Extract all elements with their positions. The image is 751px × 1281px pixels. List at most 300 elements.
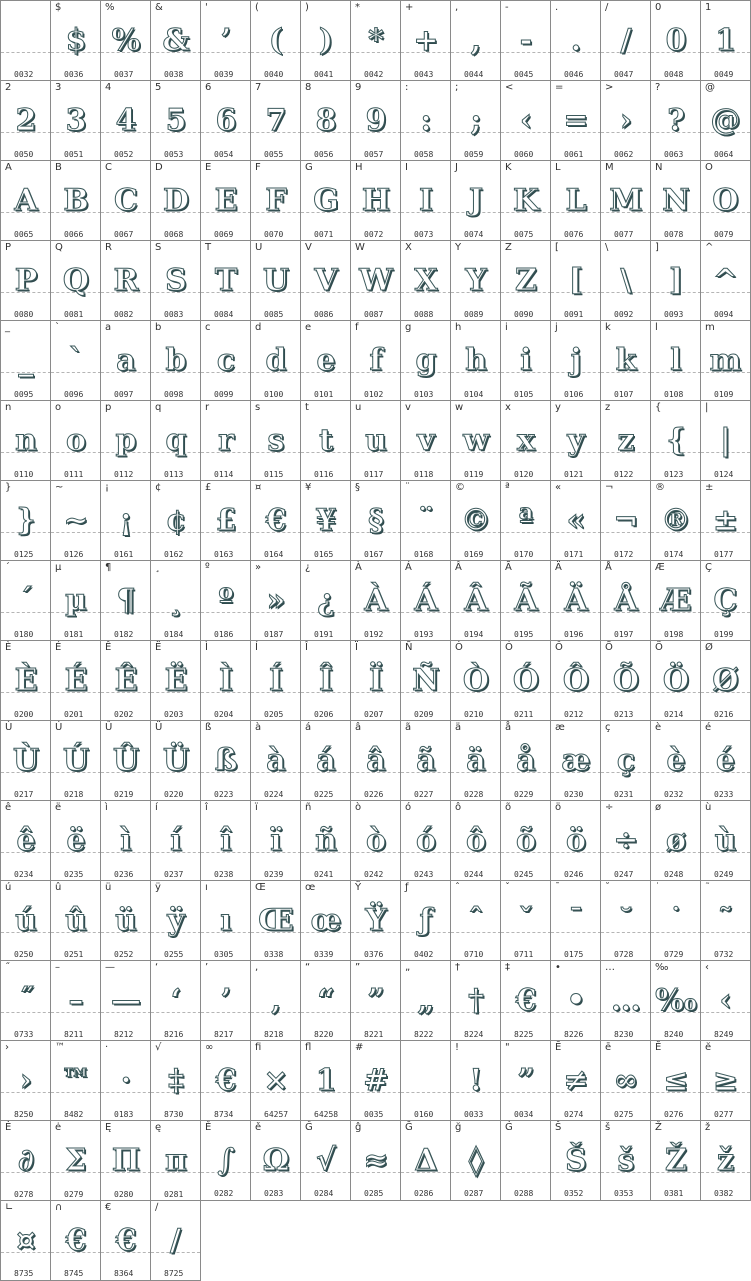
glyph-sample: Ü <box>162 743 190 778</box>
glyph-sample: ß <box>214 743 238 778</box>
glyph-cell[interactable] <box>550 960 601 1041</box>
glyph-code: 0044 <box>464 70 484 79</box>
glyph-cell[interactable] <box>500 880 551 961</box>
glyph-cell[interactable] <box>250 480 301 561</box>
glyph-sample: ¬ <box>613 503 639 538</box>
glyph-code: 0247 <box>614 870 634 879</box>
glyph-cell[interactable] <box>300 880 351 961</box>
glyph-char-label: ! <box>455 1042 460 1053</box>
glyph-sample: Å <box>614 583 638 618</box>
glyph-cell[interactable] <box>700 160 751 241</box>
glyph-cell[interactable] <box>200 80 251 161</box>
glyph-cell[interactable] <box>650 1120 701 1201</box>
glyph-char-label: z <box>605 402 611 413</box>
glyph-cell[interactable] <box>500 1040 551 1121</box>
glyph-cell[interactable] <box>300 320 351 401</box>
glyph-cell[interactable] <box>100 80 151 161</box>
glyph-sample: ˆ <box>468 903 484 938</box>
glyph-cell[interactable] <box>100 240 151 321</box>
glyph-cell[interactable] <box>300 400 351 481</box>
glyph-cell[interactable] <box>550 880 601 961</box>
glyph-code: 0381 <box>664 1189 684 1198</box>
glyph-cell[interactable] <box>500 640 551 721</box>
glyph-cell[interactable] <box>450 800 501 881</box>
glyph-sample: _ <box>18 343 34 378</box>
glyph-cell[interactable] <box>350 1120 401 1201</box>
glyph-cell[interactable] <box>650 640 701 721</box>
glyph-cell[interactable] <box>550 320 601 401</box>
glyph-cell[interactable] <box>100 1120 151 1201</box>
glyph-cell[interactable] <box>450 1040 501 1121</box>
glyph-cell[interactable] <box>150 1200 201 1281</box>
glyph-cell[interactable] <box>250 80 301 161</box>
glyph-cell[interactable] <box>650 880 701 961</box>
glyph-cell[interactable] <box>150 80 201 161</box>
glyph-cell[interactable] <box>200 1040 251 1121</box>
glyph-code: 0241 <box>314 870 334 879</box>
glyph-cell[interactable] <box>500 720 551 801</box>
glyph-cell[interactable] <box>300 960 351 1041</box>
glyph-code: 0225 <box>314 790 334 799</box>
glyph-cell[interactable] <box>500 800 551 881</box>
glyph-cell[interactable] <box>600 400 651 481</box>
glyph-cell[interactable] <box>0 480 51 561</box>
glyph-cell[interactable] <box>150 560 201 641</box>
glyph-code: 0227 <box>414 790 434 799</box>
glyph-sample: ‹ <box>520 103 532 138</box>
glyph-cell[interactable] <box>250 800 301 881</box>
glyph-cell[interactable] <box>550 720 601 801</box>
glyph-cell[interactable] <box>200 880 251 961</box>
glyph-code: 8212 <box>114 1030 134 1039</box>
glyph-cell[interactable] <box>150 960 201 1041</box>
glyph-cell[interactable] <box>300 640 351 721</box>
glyph-cell[interactable] <box>450 80 501 161</box>
glyph-cell[interactable] <box>0 0 51 81</box>
glyph-cell[interactable] <box>500 0 551 81</box>
glyph-cell[interactable] <box>600 720 651 801</box>
glyph-sample: ˜ <box>718 903 733 938</box>
glyph-char-label: Ô <box>555 642 563 653</box>
glyph-cell[interactable] <box>550 160 601 241</box>
glyph-cell[interactable] <box>150 1120 201 1201</box>
glyph-cell[interactable] <box>150 1040 201 1121</box>
glyph-cell[interactable] <box>0 1040 51 1121</box>
glyph-cell[interactable] <box>550 480 601 561</box>
glyph-sample: 0 <box>665 23 687 58</box>
glyph-code: 8734 <box>214 1110 234 1119</box>
glyph-cell[interactable] <box>0 880 51 961</box>
glyph-cell[interactable] <box>350 400 401 481</box>
glyph-cell[interactable] <box>350 320 401 401</box>
glyph-sample: ˘ <box>618 903 634 938</box>
glyph-cell[interactable] <box>50 1200 101 1281</box>
glyph-cell[interactable] <box>350 960 401 1041</box>
glyph-code: 0062 <box>614 150 634 159</box>
glyph-cell[interactable] <box>700 240 751 321</box>
glyph-cell[interactable] <box>150 720 201 801</box>
glyph-sample: 4 <box>115 103 137 138</box>
glyph-cell[interactable] <box>700 640 751 721</box>
glyph-cell[interactable] <box>550 240 601 321</box>
glyph-cell[interactable] <box>650 0 701 81</box>
glyph-cell[interactable] <box>250 640 301 721</box>
glyph-cell[interactable] <box>500 1120 551 1201</box>
glyph-cell[interactable] <box>100 560 151 641</box>
glyph-code: 0111 <box>64 470 84 479</box>
glyph-cell[interactable] <box>700 800 751 881</box>
glyph-cell[interactable] <box>350 880 401 961</box>
glyph-cell[interactable] <box>700 960 751 1041</box>
glyph-cell[interactable] <box>250 720 301 801</box>
glyph-cell[interactable] <box>450 1120 501 1201</box>
glyph-sample: º <box>218 583 234 618</box>
glyph-char-label: · <box>105 1042 109 1053</box>
glyph-cell[interactable] <box>200 0 251 81</box>
glyph-cell[interactable] <box>700 880 751 961</box>
glyph-char-label: o <box>55 402 62 413</box>
glyph-cell[interactable] <box>150 160 201 241</box>
glyph-cell[interactable] <box>700 720 751 801</box>
glyph-cell[interactable] <box>250 560 301 641</box>
glyph-cell[interactable] <box>250 400 301 481</box>
glyph-sample: ’ <box>220 23 232 58</box>
glyph-cell[interactable] <box>0 560 51 641</box>
glyph-cell[interactable] <box>400 240 451 321</box>
glyph-cell[interactable] <box>400 0 451 81</box>
glyph-cell[interactable] <box>400 80 451 161</box>
glyph-cell[interactable] <box>350 560 401 641</box>
glyph-cell[interactable] <box>50 880 101 961</box>
glyph-cell[interactable] <box>300 720 351 801</box>
glyph-cell[interactable] <box>50 0 101 81</box>
glyph-cell[interactable] <box>400 1120 451 1201</box>
glyph-char-label: { <box>655 402 662 413</box>
glyph-cell[interactable] <box>150 0 201 81</box>
glyph-cell[interactable] <box>250 320 301 401</box>
glyph-cell[interactable] <box>450 160 501 241</box>
glyph-cell[interactable] <box>650 560 701 641</box>
glyph-cell[interactable] <box>200 320 251 401</box>
glyph-cell[interactable] <box>100 720 151 801</box>
glyph-cell[interactable] <box>500 80 551 161</box>
glyph-cell[interactable] <box>400 400 451 481</box>
glyph-cell[interactable] <box>300 800 351 881</box>
glyph-cell[interactable] <box>450 240 501 321</box>
glyph-cell[interactable] <box>700 480 751 561</box>
glyph-cell[interactable] <box>500 240 551 321</box>
glyph-cell[interactable] <box>0 800 51 881</box>
glyph-cell[interactable] <box>100 640 151 721</box>
glyph-cell[interactable] <box>700 320 751 401</box>
glyph-code: 0733 <box>14 1030 34 1039</box>
glyph-cell[interactable] <box>200 960 251 1041</box>
glyph-cell[interactable] <box>450 880 501 961</box>
glyph-cell[interactable] <box>250 240 301 321</box>
glyph-cell[interactable] <box>100 400 151 481</box>
glyph-char-label: å <box>505 722 512 733</box>
glyph-cell[interactable] <box>450 320 501 401</box>
glyph-code: 0180 <box>14 630 34 639</box>
glyph-cell[interactable] <box>300 160 351 241</box>
glyph-char-label: W <box>355 242 365 253</box>
glyph-cell[interactable] <box>400 880 451 961</box>
glyph-cell[interactable] <box>600 1120 651 1201</box>
glyph-cell[interactable] <box>300 240 351 321</box>
glyph-cell[interactable] <box>400 800 451 881</box>
glyph-cell[interactable] <box>0 720 51 801</box>
glyph-cell[interactable] <box>250 1120 301 1201</box>
glyph-cell[interactable] <box>600 0 651 81</box>
glyph-cell[interactable] <box>450 480 501 561</box>
glyph-cell[interactable] <box>500 320 551 401</box>
glyph-cell[interactable] <box>600 640 651 721</box>
glyph-cell[interactable] <box>500 960 551 1041</box>
glyph-cell[interactable] <box>50 960 101 1041</box>
glyph-char-label: S <box>155 242 162 253</box>
glyph-cell[interactable] <box>350 1040 401 1121</box>
glyph-code: 0210 <box>464 710 484 719</box>
glyph-cell[interactable] <box>450 640 501 721</box>
glyph-cell[interactable] <box>600 240 651 321</box>
glyph-cell[interactable] <box>500 400 551 481</box>
glyph-cell[interactable] <box>0 160 51 241</box>
glyph-cell[interactable] <box>300 560 351 641</box>
glyph-cell[interactable] <box>100 1200 151 1281</box>
glyph-cell[interactable] <box>150 320 201 401</box>
glyph-sample: € <box>265 503 287 538</box>
glyph-cell[interactable] <box>50 560 101 641</box>
glyph-cell[interactable] <box>350 800 401 881</box>
glyph-cell[interactable] <box>550 800 601 881</box>
glyph-cell[interactable] <box>50 320 101 401</box>
glyph-cell[interactable] <box>500 160 551 241</box>
glyph-cell[interactable] <box>600 880 651 961</box>
glyph-cell[interactable] <box>0 400 51 481</box>
glyph-cell[interactable] <box>100 320 151 401</box>
glyph-cell[interactable] <box>500 560 551 641</box>
glyph-char-label: Ė <box>5 1122 12 1133</box>
glyph-cell[interactable] <box>200 240 251 321</box>
glyph-cell[interactable] <box>200 640 251 721</box>
glyph-sample: ∫ <box>217 1143 235 1178</box>
glyph-cell[interactable] <box>500 480 551 561</box>
glyph-cell[interactable] <box>400 720 451 801</box>
glyph-cell[interactable] <box>700 400 751 481</box>
glyph-cell[interactable] <box>150 880 201 961</box>
glyph-cell[interactable] <box>550 0 601 81</box>
glyph-cell[interactable] <box>600 800 651 881</box>
glyph-code: 0070 <box>264 230 284 239</box>
glyph-cell[interactable] <box>300 0 351 81</box>
glyph-cell[interactable] <box>350 160 401 241</box>
glyph-char-label: Ø <box>705 642 713 653</box>
glyph-cell[interactable] <box>100 960 151 1041</box>
glyph-cell[interactable] <box>100 1040 151 1121</box>
glyph-cell[interactable] <box>0 320 51 401</box>
glyph-cell[interactable] <box>550 400 601 481</box>
glyph-char-label: ∩ <box>55 1202 63 1213</box>
glyph-code: 0402 <box>414 950 434 959</box>
glyph-cell[interactable] <box>200 160 251 241</box>
glyph-cell[interactable] <box>450 720 501 801</box>
glyph-sample: 1 <box>715 23 736 58</box>
glyph-sample: ø <box>665 823 686 858</box>
glyph-cell[interactable] <box>50 800 101 881</box>
glyph-sample: Ö <box>662 663 690 698</box>
glyph-cell[interactable] <box>150 640 201 721</box>
glyph-cell[interactable] <box>550 1040 601 1121</box>
glyph-cell[interactable] <box>50 720 101 801</box>
glyph-cell[interactable] <box>0 1120 51 1201</box>
glyph-cell[interactable] <box>400 1040 451 1121</box>
glyph-cell[interactable] <box>300 1120 351 1201</box>
glyph-char-label: í <box>155 802 158 813</box>
glyph-cell[interactable] <box>50 1120 101 1201</box>
glyph-cell[interactable] <box>650 960 701 1041</box>
glyph-cell[interactable] <box>550 640 601 721</box>
glyph-cell[interactable] <box>0 240 51 321</box>
glyph-cell[interactable] <box>600 960 651 1041</box>
glyph-cell[interactable] <box>650 480 701 561</box>
glyph-cell[interactable] <box>700 560 751 641</box>
glyph-cell[interactable] <box>0 80 51 161</box>
glyph-cell[interactable] <box>350 480 401 561</box>
glyph-sample: ‹ <box>719 983 732 1018</box>
glyph-cell[interactable] <box>50 160 101 241</box>
glyph-cell[interactable] <box>150 800 201 881</box>
glyph-cell[interactable] <box>250 0 301 81</box>
glyph-cell[interactable] <box>100 0 151 81</box>
glyph-cell[interactable] <box>600 1040 651 1121</box>
glyph-sample: m <box>709 343 742 378</box>
glyph-code: 0728 <box>614 950 634 959</box>
glyph-cell[interactable] <box>600 480 651 561</box>
glyph-cell[interactable] <box>550 1120 601 1201</box>
glyph-cell[interactable] <box>550 80 601 161</box>
glyph-cell[interactable] <box>0 960 51 1041</box>
glyph-cell[interactable] <box>200 400 251 481</box>
glyph-cell[interactable] <box>100 480 151 561</box>
glyph-cell[interactable] <box>50 640 101 721</box>
glyph-cell[interactable] <box>350 240 401 321</box>
glyph-cell[interactable] <box>150 240 201 321</box>
glyph-cell[interactable] <box>250 960 301 1041</box>
glyph-cell[interactable] <box>400 480 451 561</box>
glyph-cell[interactable] <box>50 1040 101 1121</box>
glyph-cell[interactable] <box>650 1040 701 1121</box>
glyph-cell[interactable] <box>700 80 751 161</box>
glyph-cell[interactable] <box>350 640 401 721</box>
glyph-cell[interactable] <box>600 160 651 241</box>
glyph-cell[interactable] <box>50 480 101 561</box>
glyph-cell[interactable] <box>350 80 401 161</box>
glyph-cell[interactable] <box>600 560 651 641</box>
glyph-cell[interactable] <box>200 480 251 561</box>
glyph-cell[interactable] <box>650 240 701 321</box>
glyph-cell[interactable] <box>150 400 201 481</box>
glyph-cell[interactable] <box>350 720 401 801</box>
glyph-cell[interactable] <box>250 1040 301 1121</box>
glyph-sample: w <box>463 423 489 458</box>
glyph-char-label: ı <box>205 882 208 893</box>
glyph-code: 0110 <box>14 470 34 479</box>
glyph-cell[interactable] <box>50 400 101 481</box>
glyph-cell[interactable] <box>650 800 701 881</box>
glyph-cell[interactable] <box>700 1040 751 1121</box>
glyph-sample: â <box>366 743 386 778</box>
glyph-char-label: ~ <box>55 482 64 493</box>
glyph-cell[interactable] <box>350 0 401 81</box>
glyph-cell[interactable] <box>400 640 451 721</box>
glyph-cell[interactable] <box>200 800 251 881</box>
glyph-sample: ® <box>661 503 691 538</box>
glyph-cell[interactable] <box>0 640 51 721</box>
glyph-sample: N <box>662 183 690 218</box>
glyph-cell[interactable] <box>100 800 151 881</box>
glyph-cell[interactable] <box>300 1040 351 1121</box>
glyph-char-label: A <box>5 162 12 173</box>
glyph-cell[interactable] <box>300 80 351 161</box>
glyph-cell[interactable] <box>650 400 701 481</box>
glyph-cell[interactable] <box>250 160 301 241</box>
glyph-cell[interactable] <box>600 320 651 401</box>
glyph-cell[interactable] <box>700 1120 751 1201</box>
glyph-cell[interactable] <box>150 480 201 561</box>
glyph-cell[interactable] <box>300 480 351 561</box>
glyph-char-label: H <box>355 162 363 173</box>
glyph-cell[interactable] <box>450 960 501 1041</box>
glyph-cell[interactable] <box>400 160 451 241</box>
glyph-code: 0171 <box>564 550 584 559</box>
glyph-cell[interactable] <box>200 560 251 641</box>
glyph-cell[interactable] <box>650 320 701 401</box>
glyph-sample: P <box>14 263 38 298</box>
glyph-cell[interactable] <box>550 560 601 641</box>
glyph-cell[interactable] <box>450 0 501 81</box>
glyph-cell[interactable] <box>0 1200 51 1281</box>
glyph-cell[interactable] <box>450 560 501 641</box>
glyph-code: 0120 <box>514 470 534 479</box>
glyph-cell[interactable] <box>600 80 651 161</box>
glyph-code: 0073 <box>414 230 434 239</box>
glyph-cell[interactable] <box>700 0 751 81</box>
glyph-cell[interactable] <box>650 720 701 801</box>
glyph-char-label: ÿ <box>155 882 161 893</box>
glyph-cell[interactable] <box>250 880 301 961</box>
glyph-cell[interactable] <box>50 240 101 321</box>
glyph-cell[interactable] <box>100 160 151 241</box>
glyph-code: 0072 <box>364 230 384 239</box>
glyph-cell[interactable] <box>400 320 451 401</box>
glyph-char-label: ñ <box>305 802 312 813</box>
glyph-code: 0067 <box>114 230 134 239</box>
glyph-cell[interactable] <box>200 1120 251 1201</box>
glyph-cell[interactable] <box>450 400 501 481</box>
glyph-cell[interactable] <box>650 160 701 241</box>
glyph-cell[interactable] <box>400 560 451 641</box>
glyph-cell[interactable] <box>650 80 701 161</box>
glyph-char-label: ‹ <box>705 962 709 973</box>
glyph-sample: ä <box>466 743 486 778</box>
glyph-cell[interactable] <box>400 960 451 1041</box>
glyph-code: 0043 <box>414 70 434 79</box>
glyph-cell[interactable] <box>50 80 101 161</box>
glyph-code: 8222 <box>414 1030 434 1039</box>
glyph-cell[interactable] <box>200 720 251 801</box>
glyph-char-label: Ã <box>505 562 512 573</box>
glyph-cell[interactable] <box>100 880 151 961</box>
